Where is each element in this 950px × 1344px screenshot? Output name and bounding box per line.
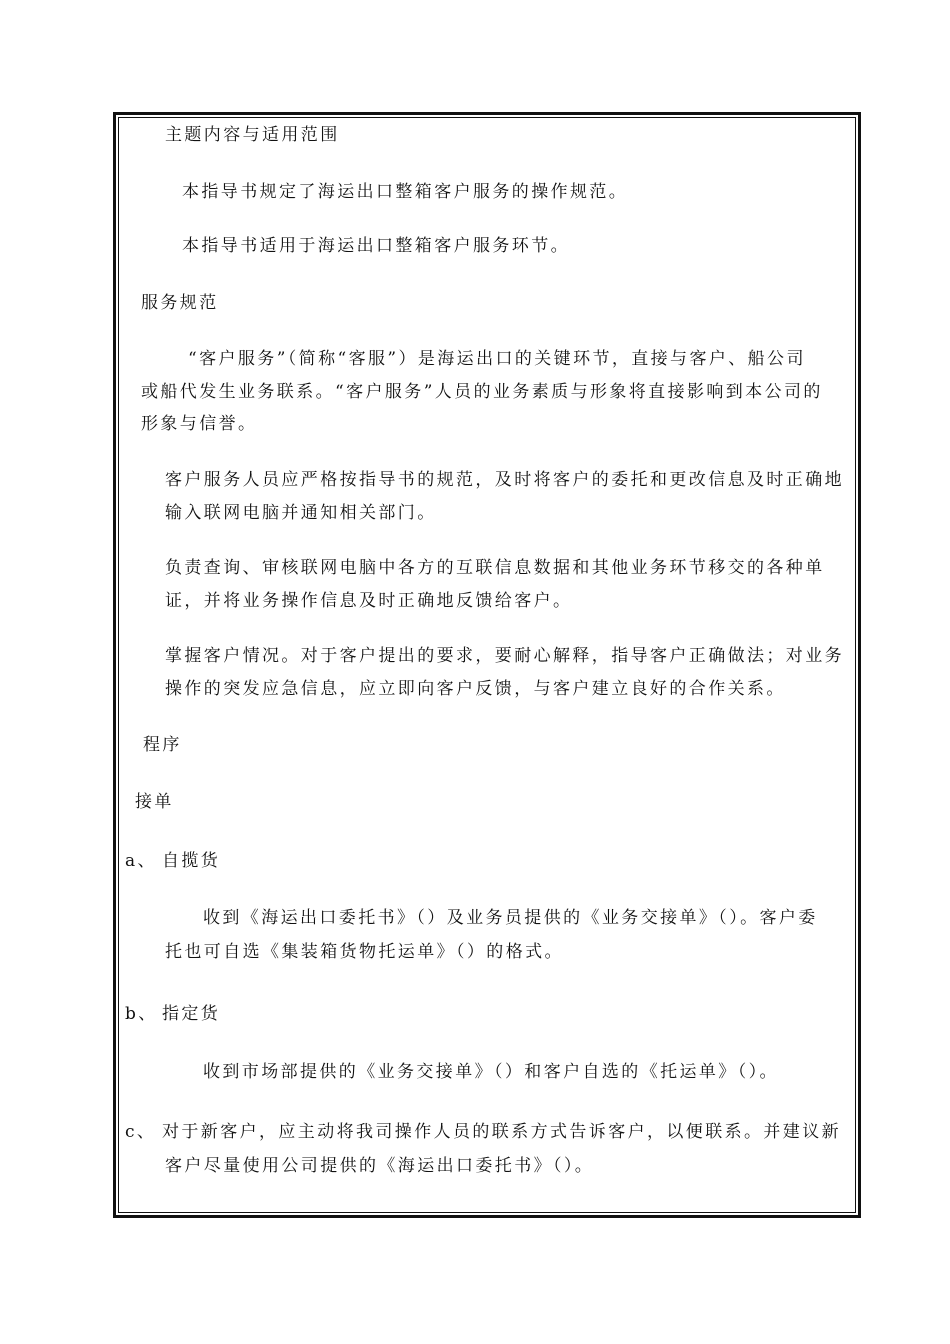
list-marker-c: c、 (125, 1122, 157, 1142)
list-item-a-line-1: 收到《海运出口委托书》（）及业务员提供的《业务交接单》（）。客户委 (203, 908, 818, 928)
list-item-a-line-2: 托也可自选《集装箱货物托运单》（）的格式。 (165, 942, 564, 962)
section-heading-procedure: 程序 (143, 735, 182, 755)
list-item-b-title: 指定货 (162, 1004, 221, 1024)
list-item-c-line-1: 对于新客户，应主动将我司操作人员的联系方式告诉客户，以便联系。并建议新 (162, 1122, 841, 1142)
list-item-a-title: 自揽货 (162, 851, 221, 871)
scope-paragraph-2: 本指导书适用于海运出口整箱客户服务环节。 (182, 236, 570, 256)
service-paragraph-2-line-1: 客户服务人员应严格按指导书的规范，及时将客户的委托和更改信息及时正确地 (165, 470, 844, 490)
scope-paragraph-1: 本指导书规定了海运出口整箱客户服务的操作规范。 (182, 182, 629, 202)
service-paragraph-1-line-3: 形象与信誉。 (141, 414, 258, 434)
service-paragraph-1-line-2: 或船代发生业务联系。“客户服务”人员的业务素质与形象将直接影响到本公司的 (141, 382, 823, 402)
service-paragraph-3-line-2: 证，并将业务操作信息及时正确地反馈给客户。 (165, 591, 573, 611)
service-paragraph-2-line-2: 输入联网电脑并通知相关部门。 (165, 503, 437, 523)
list-marker-a: a、 (125, 851, 157, 871)
service-paragraph-3-line-1: 负责查询、审核联网电脑中各方的互联信息数据和其他业务环节移交的各种单 (165, 558, 825, 578)
list-item-b-line-1: 收到市场部提供的《业务交接单》（）和客户自选的《托运单》（）。 (203, 1062, 779, 1082)
service-paragraph-4-line-1: 掌握客户情况。对于客户提出的要求，要耐心解释，指导客户正确做法；对业务 (165, 646, 844, 666)
section-heading-scope: 主题内容与适用范围 (165, 125, 340, 145)
list-item-c-line-2: 客户尽量使用公司提供的《海运出口委托书》（）。 (165, 1156, 595, 1176)
service-paragraph-1-line-1: “客户服务”（简称“客服”）是海运出口的关键环节，直接与客户、船公司 (188, 349, 806, 369)
service-paragraph-4-line-2: 操作的突发应急信息，应立即向客户反馈，与客户建立良好的合作关系。 (165, 679, 786, 699)
subsection-heading-order: 接单 (135, 792, 174, 812)
section-heading-service: 服务规范 (141, 293, 219, 313)
list-marker-b: b、 (125, 1004, 158, 1024)
